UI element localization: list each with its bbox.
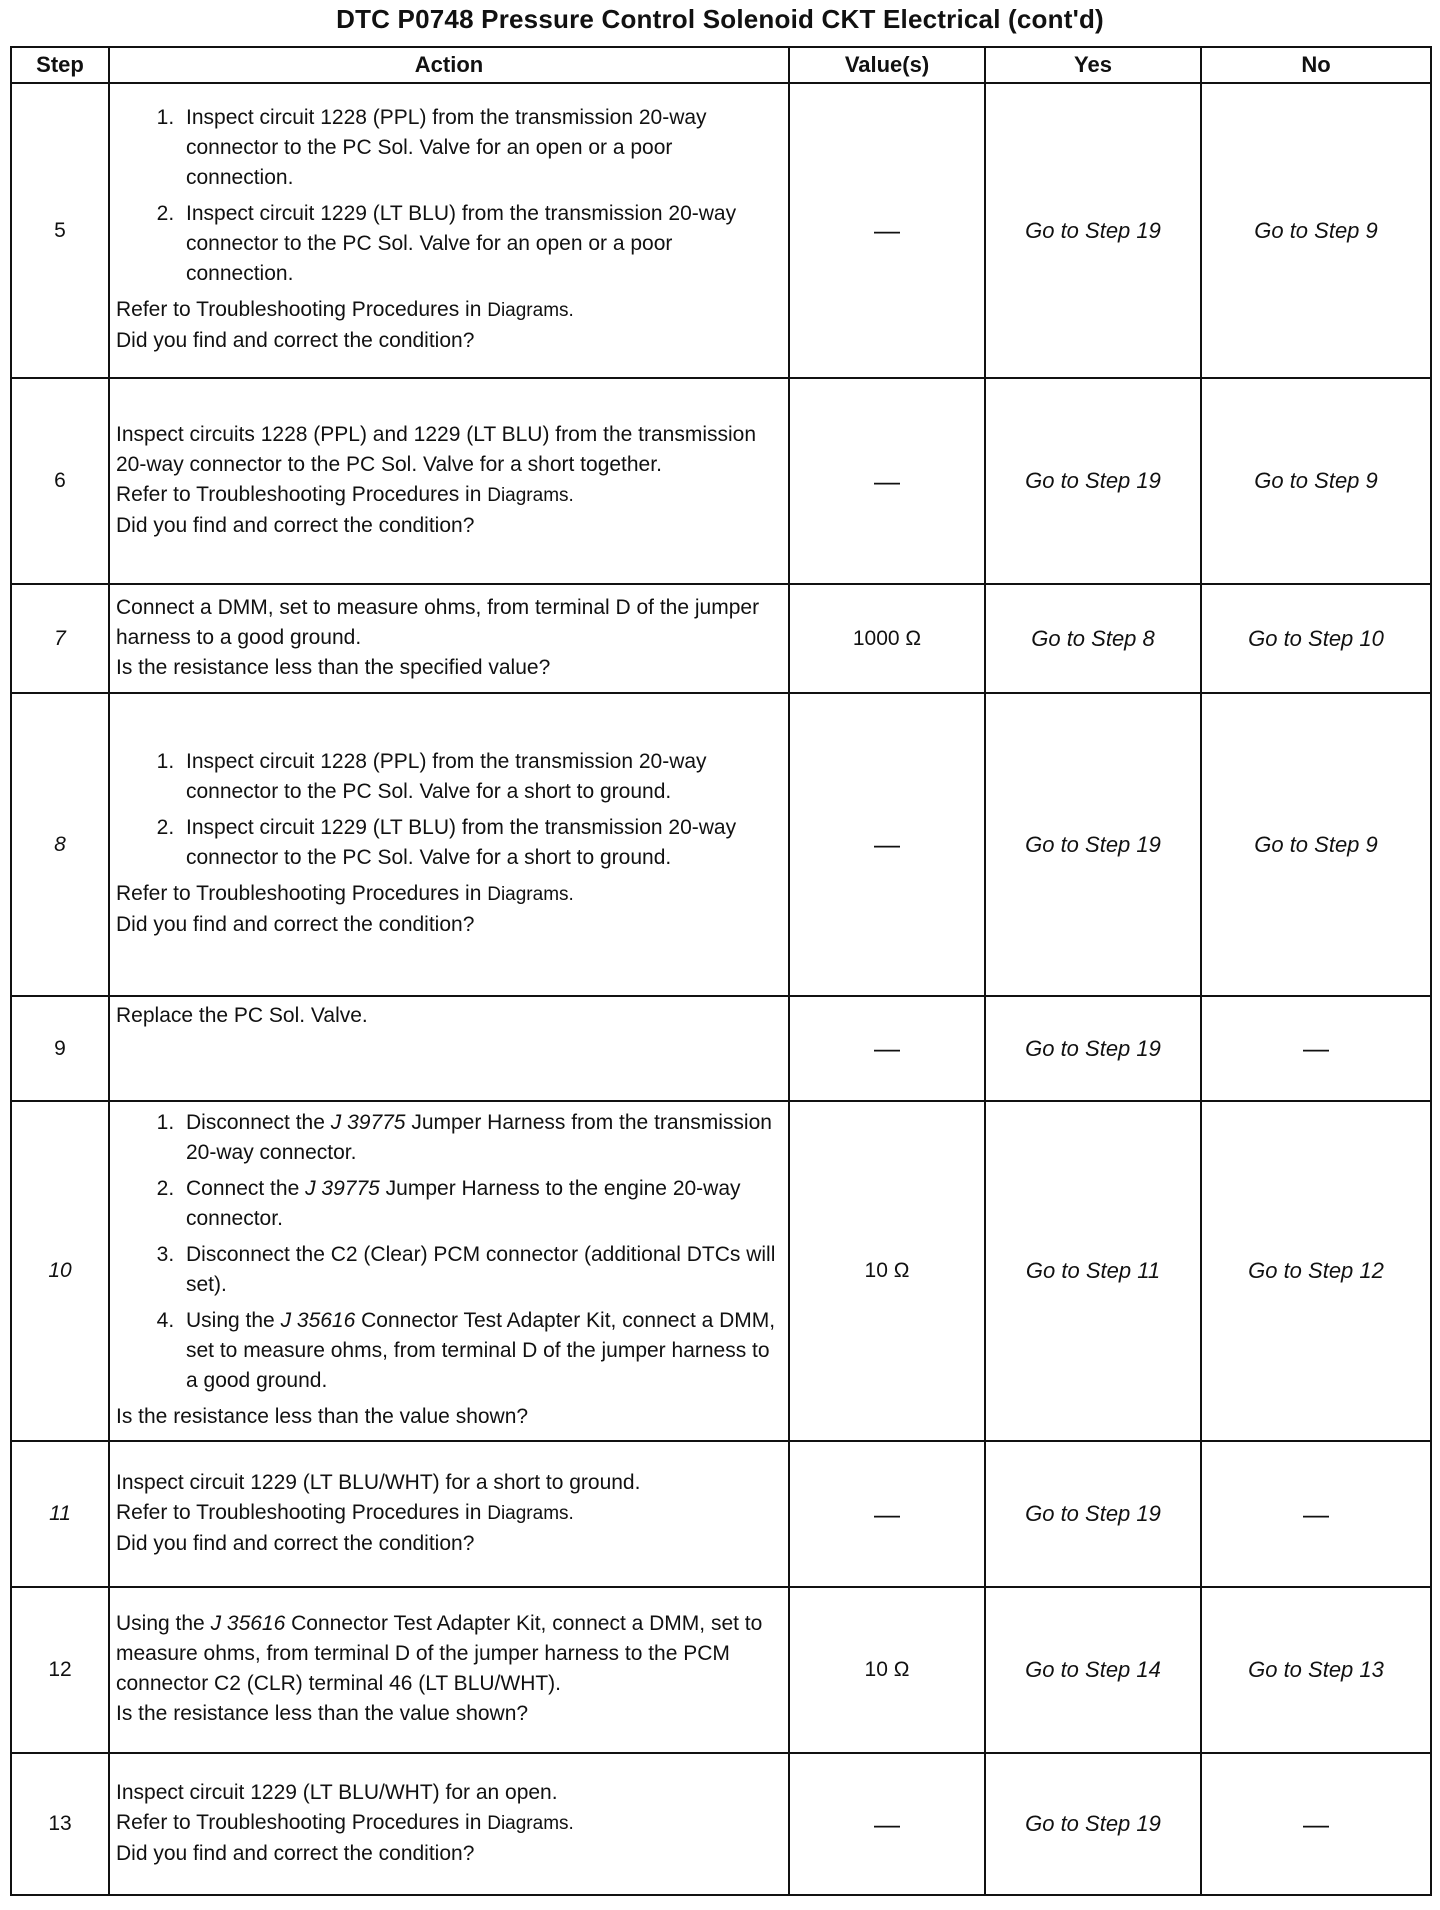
step-number: 12 [11,1587,109,1753]
refer-note: Refer to Troubleshooting Procedures in Diagrams. [116,482,574,506]
value-cell: — [789,1753,985,1895]
table-row [11,1587,1431,1753]
action-text: Using the J 35616 Connector Test Adapter Kit, connect a DMM, set to measure ohms, from terminal D of the jumper harness to the PCM connector C2 (CLR) terminal 46 (LT BLU/WHT). [116,1612,763,1695]
action-list [116,747,782,879]
tool-ref: J 35616 [280,1309,356,1332]
table-row [11,378,1431,584]
tool-ref: J 39775 [330,1111,406,1134]
action-question: Is the resistance less than the value shown? [116,1702,529,1725]
no-cell: Go to Step 12 [1201,1101,1431,1441]
action-text: Connect a DMM, set to measure ohms, from terminal D of the jumper harness to a good ground. [116,595,760,649]
value-cell: — [789,1441,985,1587]
value-cell: — [789,693,985,996]
table-row [11,1753,1431,1895]
action-cell [109,1101,789,1441]
action-cell [109,693,789,996]
action-question: Did you find and correct the condition? [116,513,475,537]
action-question: Did you find and correct the condition? [116,1841,475,1865]
action-item: 3. Disconnect the C2 (Clear) PCM connector (additional DTCs will set). [180,1240,782,1300]
action-question: Is the resistance less than the specified value? [116,655,551,679]
table-row [11,996,1431,1101]
action-list [116,103,782,295]
page-title: DTC P0748 Pressure Control Solenoid CKT Electrical (cont'd) [336,4,1104,34]
value-cell: — [789,996,985,1101]
header-no: No [1201,47,1431,83]
action-text: Inspect circuit 1229 (LT BLU/WHT) for a short to ground. [116,1470,641,1494]
refer-note: Refer to Troubleshooting Procedures in Diagrams. [116,882,574,905]
yes-cell: Go to Step 19 [985,996,1201,1101]
step-number: 8 [11,693,109,996]
action-question: Did you find and correct the condition? [116,1531,475,1555]
value-cell: 1000 Ω [789,584,985,693]
step-number: 9 [11,996,109,1101]
step-number: 13 [11,1753,109,1895]
step-number: 11 [11,1441,109,1587]
header-values: Value(s) [789,47,985,83]
no-cell: Go to Step 9 [1201,693,1431,996]
no-cell: Go to Step 13 [1201,1587,1431,1753]
refer-note: Refer to Troubleshooting Procedures in Diagrams. [116,1810,574,1834]
action-item: 1. Disconnect the J 39775 Jumper Harness from the transmission 20-way connector. [180,1108,782,1168]
action-cell [109,378,789,584]
refer-note: Refer to Troubleshooting Procedures in Diagrams. [116,298,574,321]
action-item: 4. Using the J 35616 Connector Test Adapter Kit, connect a DMM, set to measure ohms, from terminal D of the jumper harness to a good ground. [180,1306,782,1396]
action-cell [109,996,789,1101]
action-text: Replace the PC Sol. Valve. [116,1004,368,1027]
header-action: Action [109,47,789,83]
action-item: 1. Inspect circuit 1228 (PPL) from the transmission 20-way connector to the PC Sol. Valve for an open or a poor connection. [180,103,782,193]
action-question: Did you find and correct the condition? [116,329,475,352]
no-cell: Go to Step 9 [1201,83,1431,378]
value-cell: — [789,83,985,378]
value-cell: — [789,378,985,584]
yes-cell: Go to Step 19 [985,83,1201,378]
action-text: Inspect circuit 1229 (LT BLU/WHT) for an open. [116,1780,558,1804]
value-cell: 10 Ω [789,1587,985,1753]
action-list [116,1108,782,1402]
header-row [11,47,1431,83]
yes-cell: Go to Step 19 [985,1441,1201,1587]
diagnostic-table [10,46,1432,1896]
refer-note: Refer to Troubleshooting Procedures in Diagrams. [116,1500,574,1524]
table-row [11,584,1431,693]
action-item: 2. Inspect circuit 1229 (LT BLU) from the transmission 20-way connector to the PC Sol. Valve for a short to ground. [180,813,782,873]
value-cell: 10 Ω [789,1101,985,1441]
header-step: Step [11,47,109,83]
action-cell [109,83,789,378]
action-cell [109,584,789,693]
yes-cell: Go to Step 8 [985,584,1201,693]
action-cell [109,1441,789,1587]
yes-cell: Go to Step 19 [985,693,1201,996]
yes-cell: Go to Step 14 [985,1587,1201,1753]
no-cell: Go to Step 10 [1201,584,1431,693]
yes-cell: Go to Step 19 [985,378,1201,584]
action-item: 2. Connect the J 39775 Jumper Harness to the engine 20-way connector. [180,1174,782,1234]
table-row [11,83,1431,378]
no-cell: Go to Step 9 [1201,378,1431,584]
step-number: 7 [11,584,109,693]
action-cell [109,1587,789,1753]
table-row [11,1101,1431,1441]
action-text: Inspect circuits 1228 (PPL) and 1229 (LT BLU) from the transmission 20-way connector to the PC Sol. Valve for a short together. [116,422,757,476]
no-cell: — [1201,996,1431,1101]
no-cell: — [1201,1753,1431,1895]
action-item: 1. Inspect circuit 1228 (PPL) from the transmission 20-way connector to the PC Sol. Valve for a short to ground. [180,747,782,807]
yes-cell: Go to Step 11 [985,1101,1201,1441]
table-row [11,1441,1431,1587]
header-yes: Yes [985,47,1201,83]
table-row [11,693,1431,996]
action-cell [109,1753,789,1895]
action-item: 2. Inspect circuit 1229 (LT BLU) from the transmission 20-way connector to the PC Sol. Valve for an open or a poor connection. [180,199,782,289]
tool-ref: J 35616 [210,1612,286,1635]
tool-ref: J 39775 [305,1177,380,1200]
action-question: Did you find and correct the condition? [116,913,475,936]
step-number: 5 [11,83,109,378]
step-number: 10 [11,1101,109,1441]
no-cell: — [1201,1441,1431,1587]
step-number: 6 [11,378,109,584]
yes-cell: Go to Step 19 [985,1753,1201,1895]
action-question: Is the resistance less than the value shown? [116,1405,529,1428]
